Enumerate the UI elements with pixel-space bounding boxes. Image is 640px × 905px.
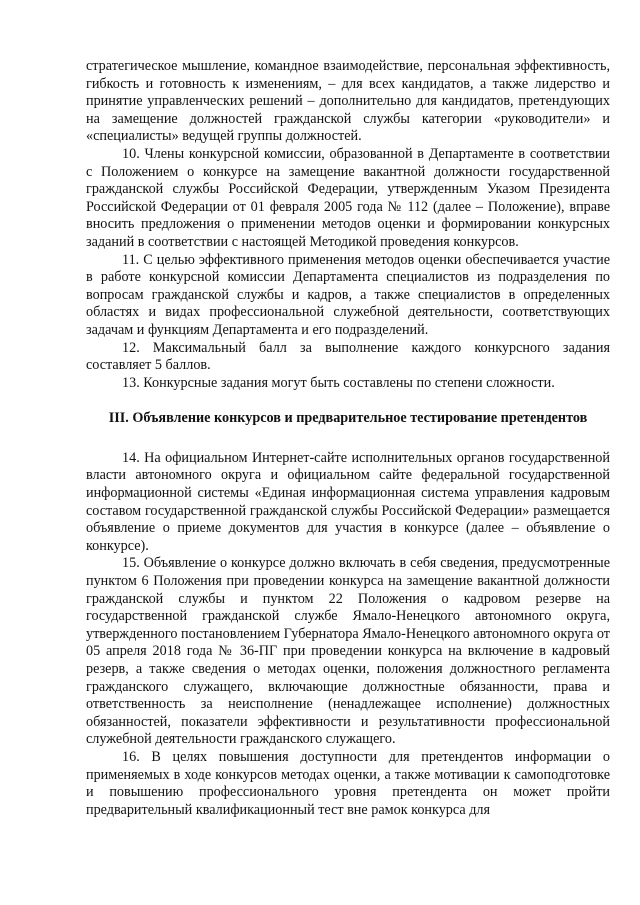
section-heading: III. Объявление конкурсов и предварительное тестирование претендентов (108, 410, 588, 427)
paragraph-14: 14. На официальном Интернет-сайте исполнительных органов государственной власти автономного округа и официальном сайте федеральной государственной информационной системы «Единая информационная система управления кадровым составом государственной гражданской службы Российской Федерации» размещается объявление о приеме документов для участия в конкурсе (далее – объявление о конкурсе). (86, 449, 610, 554)
paragraph-16: 16. В целях повышения доступности для претендентов информации о применяемых в ходе конкурсов методах оценки, а также мотивации к самоподготовке и повышению профессионального уровня претендента он может пройти предварительный квалификационный тест вне рамок конкурса для (86, 748, 610, 818)
paragraph-11: 11. С целью эффективного применения методов оценки обеспечивается участие в работе конкурсной комиссии Департамента специалистов из подразделения по вопросам гражданской службы и кадров, а также специалистов в определенных областях и видах профессиональной служебной деятельности, соответствующих задачам и функциям Департамента и его подразделений. (86, 251, 610, 338)
paragraph-9-continuation: стратегическое мышление, командное взаимодействие, персональная эффективность, гибкость и готовность к изменениям, – для всех кандидатов, а также лидерство и принятие управленческих решений – дополнительно для кандидатов, претендующих на замещение должностей гражданской службы категории «руководители» и «специалисты» ведущей группы должностей. (86, 58, 610, 145)
paragraph-13: 13. Конкурсные задания могут быть составлены по степени сложности. (122, 374, 555, 391)
paragraph-10: 10. Члены конкурсной комиссии, образованной в Департаменте в соответствии с Положением о конкурсе на замещение вакантной должности государственной гражданской службы Российской Федерации, утвержденным Указом Президента Российской Федерации от 01 февраля 2005 года № 112 (далее – Положение), вправе вносить предложения о применении методов оценки и формировании конкурсных заданий в соответствии с настоящей Методикой проведения конкурсов. (86, 145, 610, 250)
paragraph-15: 15. Объявление о конкурсе должно включать в себя сведения, предусмотренные пунктом 6 Положения при проведении конкурса на замещение вакантной должности гражданской службы и пунктом 22 Положения о кадровом резерве на государственной гражданской службе Ямало-Ненецкого автономного округа, утвержденного постановлением Губернатора Ямало-Ненецкого автономного округа от 05 апреля 2018 года № 36-ПГ при проведении конкурса на включение в кадровый резерв, а также сведения о методах оценки, положения должностного регламента гражданского служащего, включающие должностные обязанности, права и ответственность за неисполнение (ненадлежащее исполнение) должностных обязанностей, показатели эффективности и результативности профессиональной служебной деятельности гражданского служащего. (86, 555, 610, 748)
paragraph-12: 12. Максимальный балл за выполнение каждого конкурсного задания составляет 5 баллов. (86, 339, 610, 374)
